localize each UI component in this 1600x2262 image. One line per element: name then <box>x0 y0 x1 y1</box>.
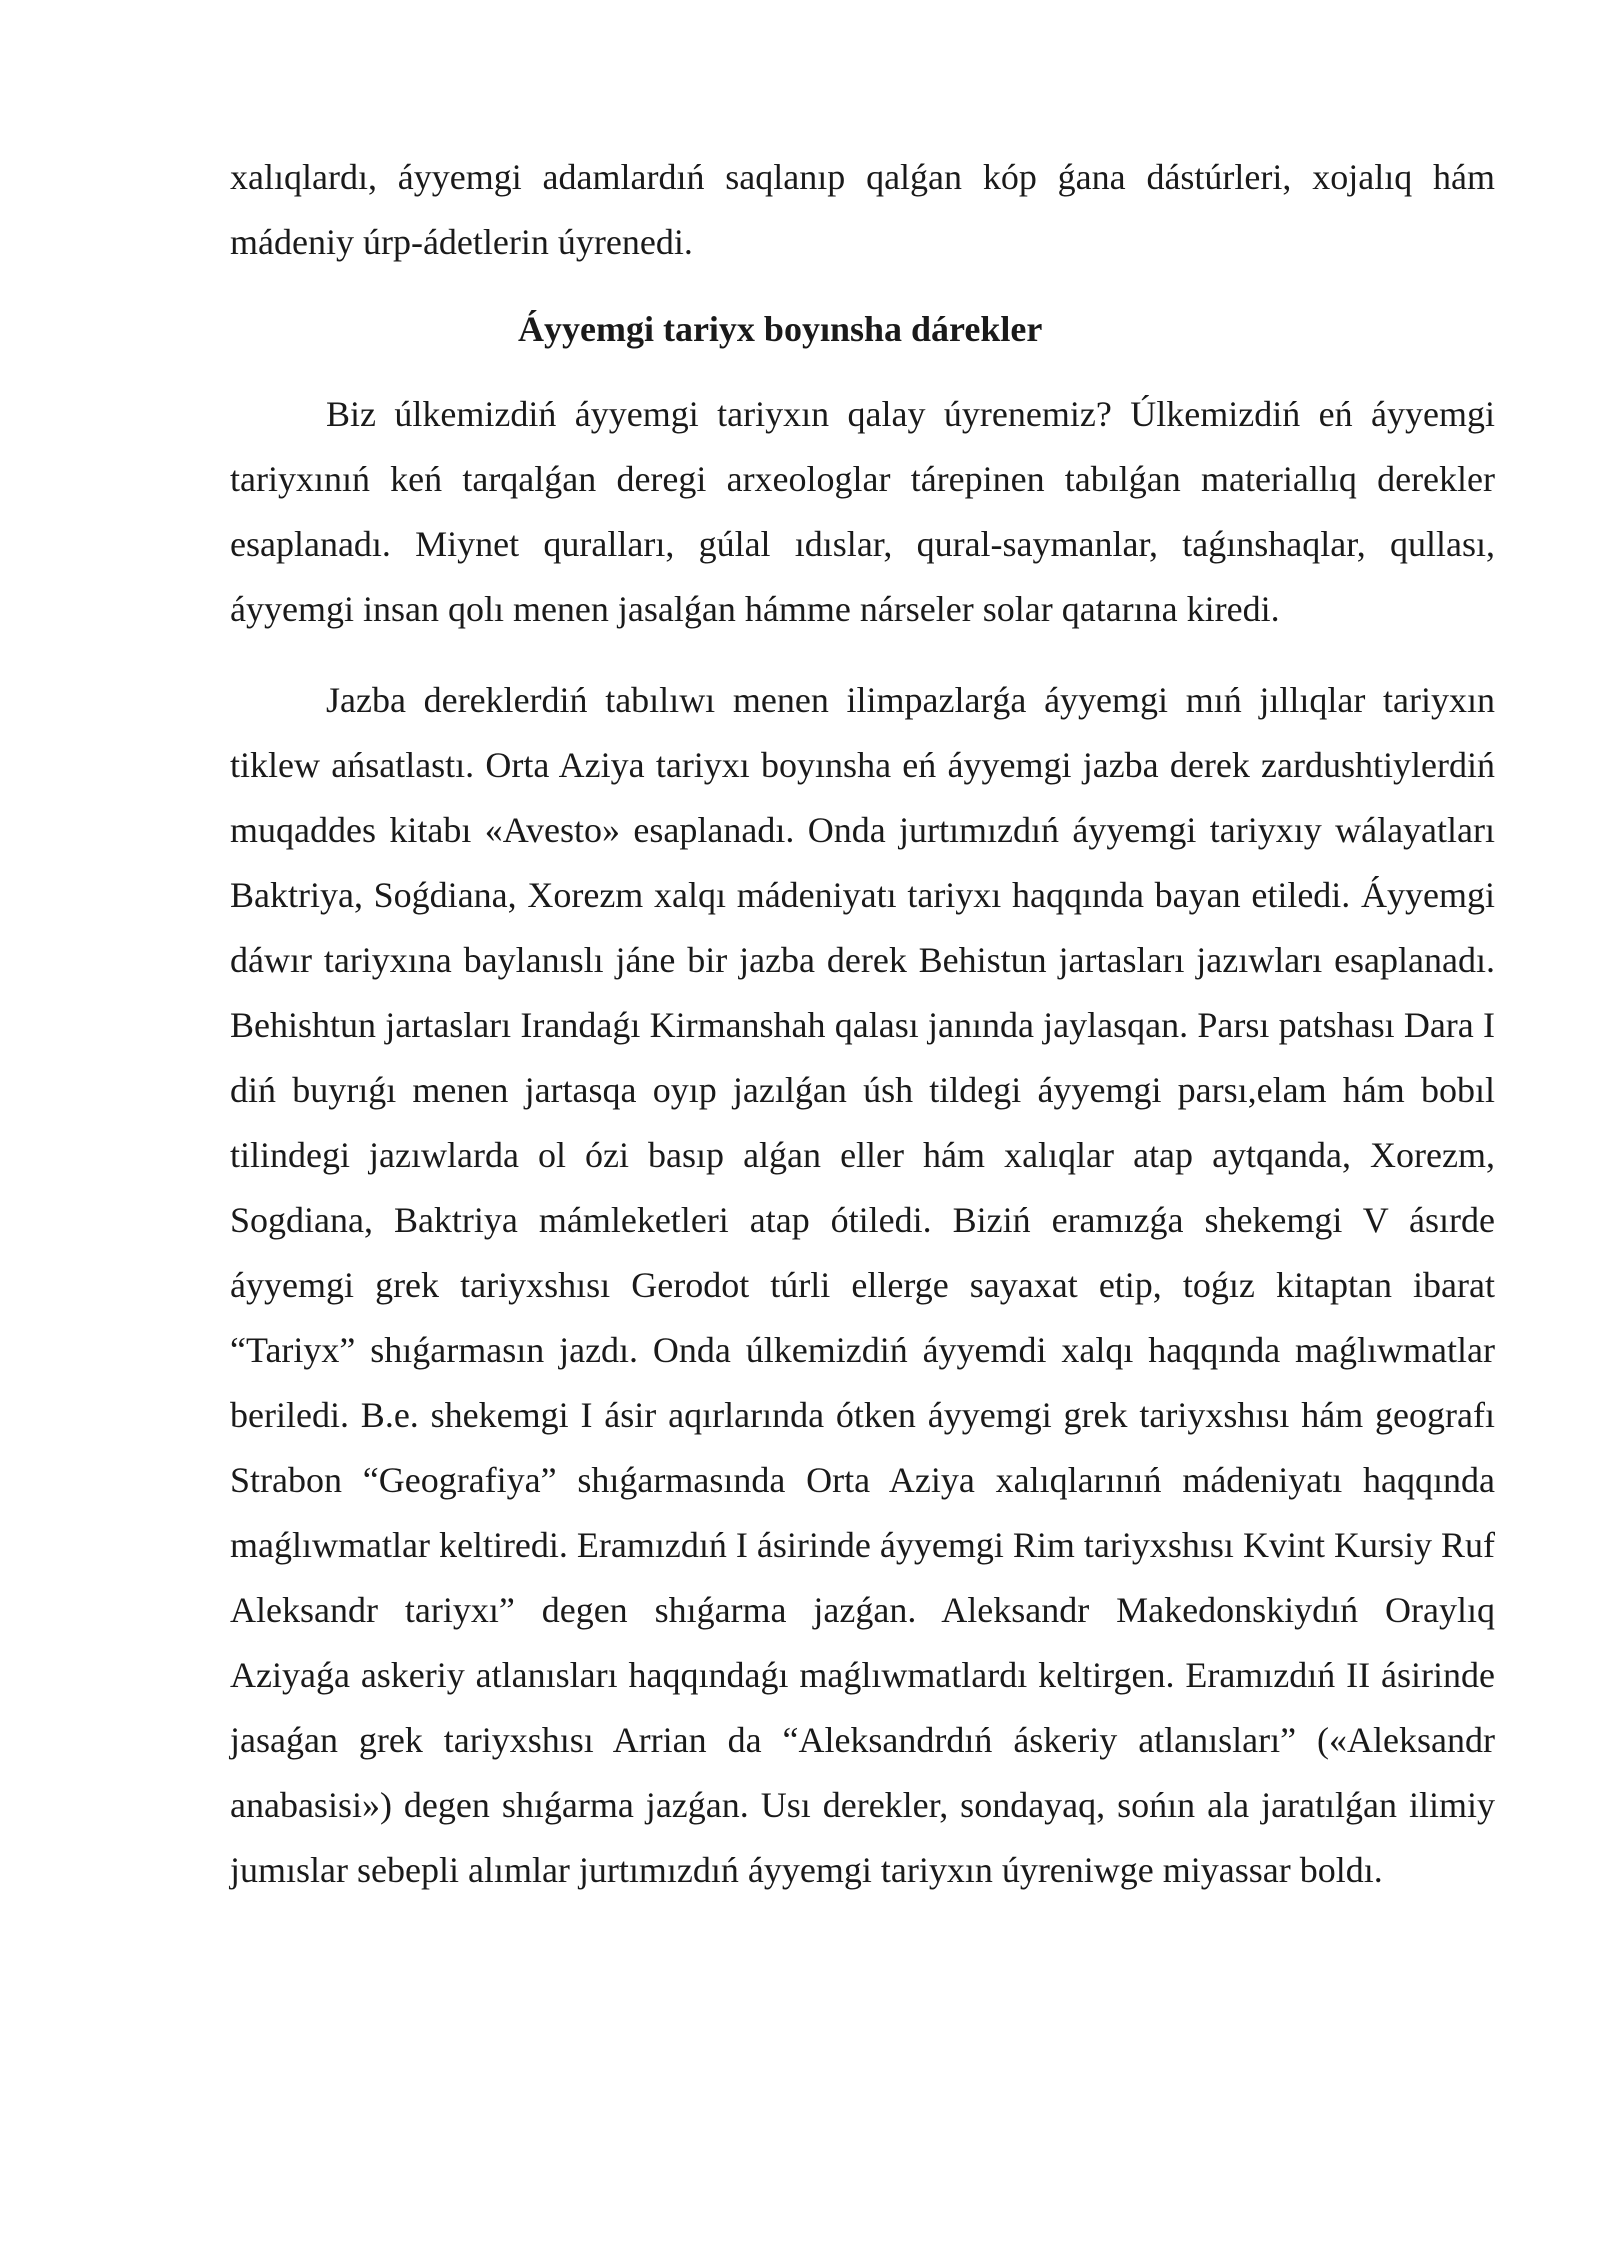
document-body <box>230 145 1495 1903</box>
paragraph-written-sources: Jazba dereklerdiń tabılıwı menen ilimpazlarǵa áyyemgi mıń jıllıqlar tariyxın tiklew ańsatlastı. Orta Aziya tariyxı boyınsha eń áyyemgi jazba derek zardushtiylerdiń muqaddes kitabı «Avesto» esaplanadı. Onda jurtımızdıń áyyemgi tariyxıy wálayatları Baktriya, Soǵdiana, Xorezm xalqı mádeniyatı tariyxı haqqında bayan etiledi. Áyyemgi dáwır tariyxına baylanıslı jáne bir jazba derek Behistun jartasları jazıwları esaplanadı. Behishtun jartasları Irandaǵı Kirmanshah qalası janında jaylasqan. Parsı patshası Dara I diń buyrıǵı menen jartasqa oyıp jazılǵan úsh tildegi áyyemgi parsı,elam hám bobıl tilindegi jazıwlarda ol ózi basıp alǵan eller hám xalıqlar atap aytqanda, Xorezm, Sogdiana, Baktriya mámleketleri atap ótiledi. Biziń eramızǵa shekemgi V ásırde áyyemgi grek tariyxshısı Gerodot túrli ellerge sayaxat etip, toǵız kitaptan ibarat “Tariyx” shıǵarmasın jazdı. Onda úlkemizdiń áyyemdi xalqı haqqında maǵlıwmatlar beriledi. B.e. shekemgi I ásir aqırlarında ótken áyyemgi grek tariyxshısı hám geografı Strabon “Geografiya” shıǵarmasında Orta Aziya xalıqlarınıń mádeniyatı haqqında maǵlıwmatlar keltiredi. Eramızdıń I ásirinde áyyemgi Rim tariyxshısı Kvint Kursiy Ruf Aleksandr tariyxı” degen shıǵarma jazǵan. Aleksandr Makedonskiydıń Oraylıq Aziyaǵa askeriy atlanısları haqqındaǵı maǵlıwmatlardı keltirgen. Eramızdıń II ásirinde jasaǵan grek tariyxshısı Arrian da “Aleksandrdıń áskeriy atlanısları” («Aleksandr anabasisi») degen shıǵarma jazǵan. Usı derekler, sondayaq, sońın ala jaratılǵan ilimiy jumıslar sebepli alımlar jurtımızdıń áyyemgi tariyxın úyreniwge miyassar boldı. <box>230 680 1495 1890</box>
paragraph-sources-intro: Biz úlkemizdiń áyyemgi tariyxın qalay úyrenemiz? Úlkemizdiń eń áyyemgi tariyxınıń keń tarqalǵan deregi arxeologlar tárepinen tabılǵan materiallıq derekler esaplanadı. Miynet quralları, gúlal ıdıslar, qural-saymanlar, taǵınshaqlar, qullası, áyyemgi insan qolı menen jasalǵan hámme nárseler solar qatarına kiredi. <box>230 394 1495 629</box>
section-heading: Áyyemgi tariyx boyınsha dárekler <box>518 309 1043 349</box>
paragraph-gap <box>230 642 1495 668</box>
continuation-paragraph: xalıqlardı, áyyemgi adamlardıń saqlanıp qalǵan kóp ǵana dástúrleri, xojalıq hám mádeniy úrp-ádetlerin úyrenedi. <box>230 157 1495 262</box>
